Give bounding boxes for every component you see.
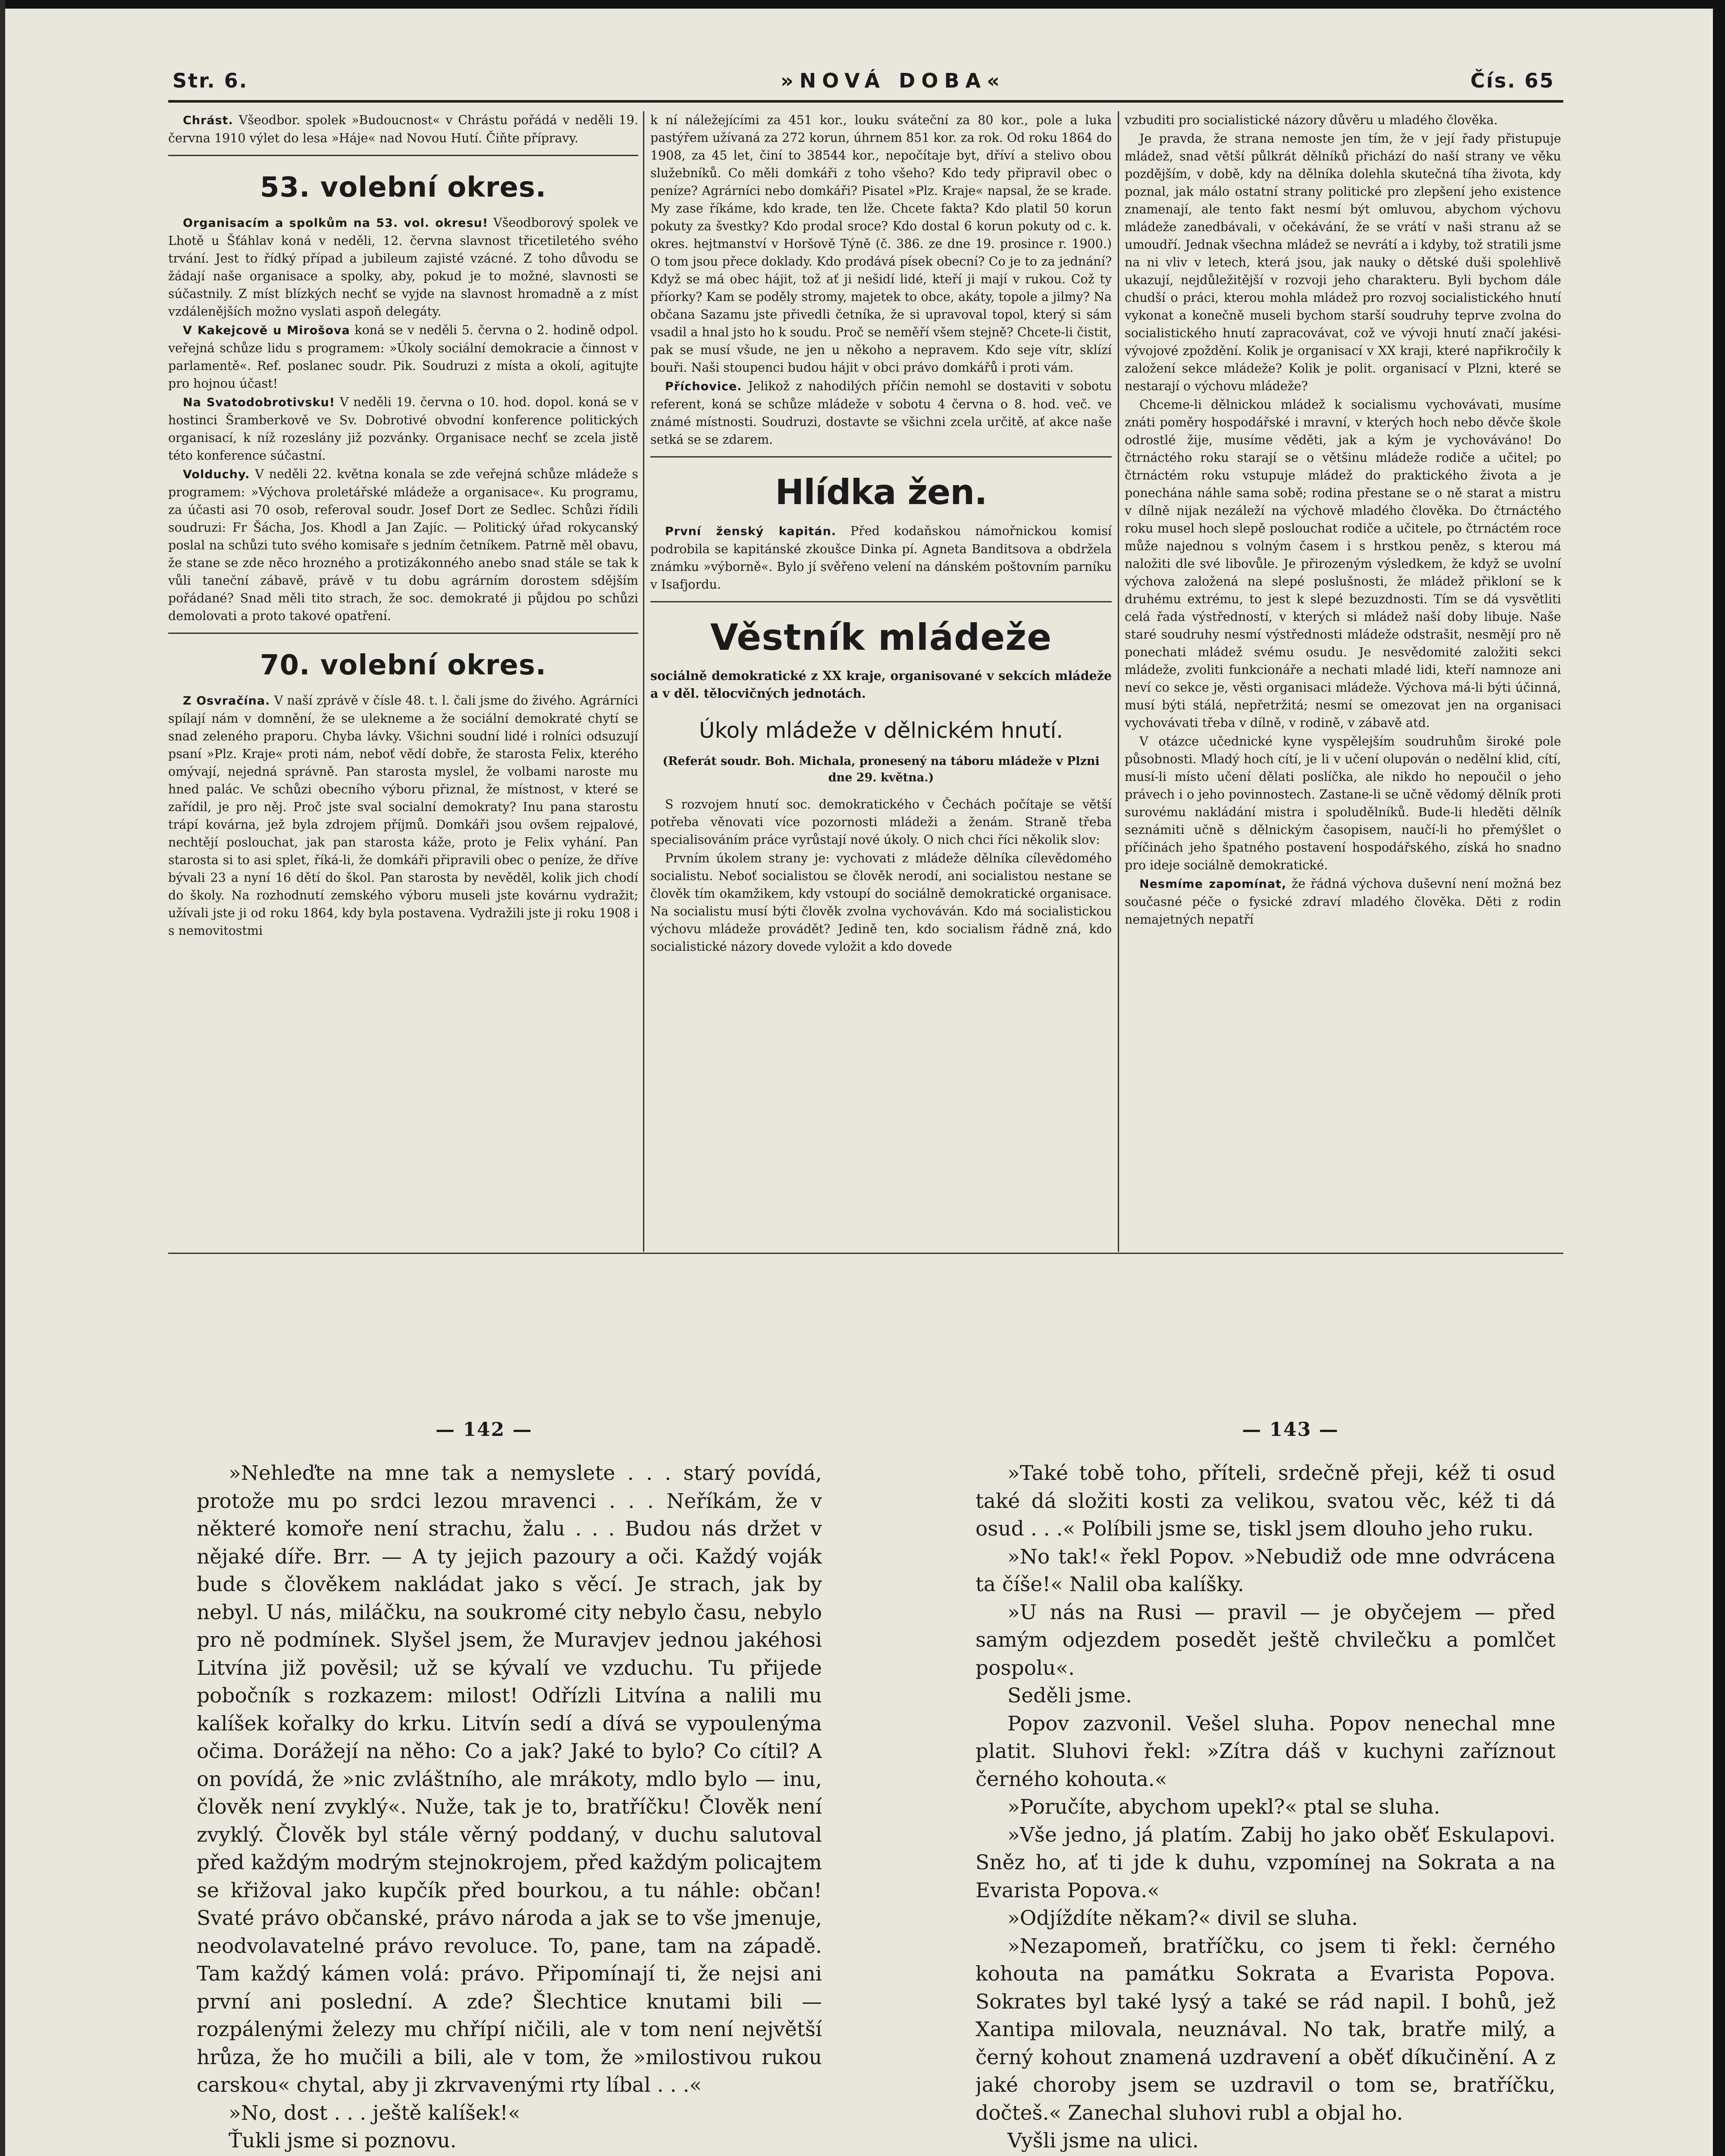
- story-paragraph: Ťukli jsme si poznovu.: [229, 2129, 457, 2153]
- article-lead: Příchovice.: [665, 380, 742, 393]
- article-byline: (Referát soudr. Boh. Michala, pronesený na táboru mládeže v Plzni dne 29. května.): [662, 755, 1100, 784]
- header-issue-number: Čís. 65: [1470, 69, 1555, 92]
- running-header: [168, 65, 1563, 99]
- article-text: že řádná výchova duševní není možná bez současné péče o fysické zdraví mladého člověka. Děti z rodin nemajetných nepatří: [1125, 877, 1561, 927]
- article-text: V naší zprávě v čísle 48. t. l. čali jsme do živého. Agrárníci spílají nám v domnění, že se ulekneme a že sociální demokraté chytí se snad zeleného praporu. Chyba lávky. Všichni soudní lidé i rolníci odsuzují psaní »Plz. Kraje« proti nám, neboť vědí dobře, že starosta Felix, kterého omývají, nejedná správně. Pan starosta myslel, že volbami naroste mu hned palác. Ve schůzi obecního výboru přiznal, že místnost, v které se zařídil, je pro něj. Proč jste sval socialní demokraty? Inu pana starostu trápí kovárna, jež byla zdrojem příjmů. Domkáři jsou ovšem rejpalové, nechtějí poslouchat, jak pan starosta káže, proto je Felix vyhání. Pan starosta si to asi splet, říká-li, že domkáři připravili obec o peníze, že dříve bývali 23 a nyní 16 dětí do škol. Pan starosta by nevěděl, kolik jich chodí do školy. Na rozhodnutí zemského výboru museli jste kovárnu vydražit; užívali jste ji od roku 1864, kdy byla postavena. Vydražili jste ji roku 1908 i s nemovitostmi: [168, 693, 638, 938]
- page-number-right: — 143 —: [1242, 1419, 1339, 1441]
- column-divider: [1118, 111, 1119, 1252]
- section-heading-women: Hlídka žen.: [775, 472, 987, 512]
- article-lead: Chrást.: [183, 114, 233, 127]
- article-text: Je pravda, že strana nemoste jen tím, že v její řady přistupuje mládež, snad větší půlkrát dělníků přichází do naší strany ve věku pozdějším, v době, kdy na dělníka dolehla skutečná tíha života, kdy poznal, jak málo ostatní strany politické pro zlepšení jeho existence znamenají, ale tento fakt nesmí být omluvou, abychom výchovu mládeže zanedbávali, v očekávání, že se vrátí v naši stranu až se umoudří. Jednak všechna mládež se nevrátí a i kdyby, tož stratili jsme na ni vliv v letech, která jsou, jak nauky o dětské duši spolehlivě ukazují, nejdůležitější v rozvoji jeho charakteru. Byli bychom dále chudší o práci, kterou mohla mládež pro rozvoj socialistického hnutí vykonat a konečně museli bychom starší soudruhy teprve zvolna do socialistického hnutí zapracovávat, což ve vývoji hnutí značí jakési-vývojové zpoždění. Kolik je organisací v XX kraji, které napřikročily k založení sekce mládeže? Kolik je polit. organisací v Plzni, které se nestarají o výchovu mládeže?: [1125, 132, 1561, 393]
- scan-edge-right: [1713, 0, 1725, 2156]
- article-text: V neděli 19. června o 10. hod. dopol. koná se v hostinci Šramberkově ve Sv. Dobrotivé obvodní konference politických organisací, k níž rozeslány již pozvánky. Organisace nechť se zcela jistě této konference súčastní.: [168, 395, 638, 463]
- story-paragraph: »Nehleďte na mne tak a nemyslete . . . starý povídá, protože mu po srdci lezou mravenci . . . Neříkám, že v některé komoře není strachu, žalu . . . Budou nás držet v nějaké díře. Brr. — A ty jejich pazoury a oči. Každý voják bude s člověkem nakládat jako s věcí. Je strach, jak by nebyl. U nás, miláčku, na soukromé city nebylo času, nebylo pro ně podmínek. Slyšel jsem, že Muravjev jednou jakéhosi Litvína již pověsil; už se kývalí ve vzduchu. Tu přijede pobočník s rozkazem: milost! Odřízli Litvína a nalili mu kalíšek kořalky do krku. Litvín sedí a dívá se vypoulenýma očima. Dorážejí na něho: Co a jak? Jaké to bylo? Co cítil? A on povídá, že »nic zvláštního, ale mrákoty, mdlo bylo — inu, člověk není zvyklý«. Nuže, tak je to, bratříčku! Člověk není zvyklý. Člověk byl stále věrný poddaný, v duchu salutoval před každým modrým stejnokrojem, před každým policajtem se křižoval jako kupčík před bourkou, a tu náhle: občan! Svaté právo občanské, právo národa a jak se to vše jmenuje, neodvolavatelné právo revoluce. To, pane, tam na západě. Tam každý kámen volá: právo. Připomínají ti, že nejsi ani první ani poslední. A zde? Šlechtice knutami bili — rozpálenými železy mu chřípí ničili, ale v tom není největší hrůza, že ho mučili a bili, ale v tom, že »milostivou rukou carskou« chytal, aby ji zkrvavenými rty líbal . . .«: [197, 1461, 822, 2097]
- article-lead: První ženský kapitán.: [665, 525, 837, 538]
- header-masthead: »NOVÁ DOBA«: [781, 69, 1006, 92]
- story-paragraph: »Nezapomeň, bratříčku, co jsem ti řekl: černého kohouta na památku Sokrata a Evarista Popova. Sokrates byl také lysý a také se rád napil. I bohů, jež Xantipa milovala, neuznával. No tak, bratře milý, a černý kohout znamená uzdravení a oběť díkučinění. A z jaké choroby jsem se uzdravil o tom se, bratříčku, dočteš.« Zanechal sluhovi rubl a objal ho.: [975, 1934, 1556, 2125]
- article-text: k ní náležejícími za 451 kor., louku sváteční za 80 kor., pole a luka pastýřem užívaná za 272 korun, úhrnem 851 kor. za rok. Od roku 1864 do 1908, za 45 let, činí to 38544 kor., nepočítaje byt, dříví a stelivo obou služebníků. Co měli domkáři z toho všeho? Kdo tedy připravil obec o peníze? Agrárníci nebo domkáři? Pisatel »Plz. Kraje« napsal, že se krade. My zase říkáme, kdo krade, ten lže. Chcete fakta? Kdo platil 50 korun pokuty za švestky? Kdo prodal sroce? Kdo dostal 6 korun pokuty od c. k. okres. hejtmanství v Horšově Týně (č. 386. ze dne 19. prosince r. 1900.) O tom jsou přece doklady. Kdo prodává písek obecní? Co je to za jednání? Když se má obec hájit, tož ať ji nešidí lidé, kteří ji mají v rukou. Což ty příorky? Kam se poděly stromy, majetek to obce, akáty, topole a jilmy? Na občana Sazamu jste přivedli četníka, že si upravoval topol, který si sám vsadil a hnal jsto ho k soudu. Proč se neměří všem stejně? Chcete-li čistit, pak se musí všude, ne jen u někoho a nepravem. Kdo seje vítr, sklízí bouři. Naši stoupenci budou hájit v obci právo domkářů i proti vám.: [650, 113, 1112, 375]
- story-paragraph: Vyšli jsme na ulici.: [1007, 2129, 1199, 2153]
- column-left: [168, 111, 638, 1250]
- section-rule: [168, 155, 638, 156]
- article-text: S rozvojem hnutí soc. demokratického v Čechách počítaje se větší potřeba věnovati více pozornosti mládeži a ženám. Straně třeba specialisováním práce vyrůstají nové úkoly. O nich chci říci několik slov:: [650, 797, 1112, 847]
- article-lead: Volduchy.: [183, 468, 250, 481]
- section-heading-53: 53. volební okres.: [260, 172, 547, 204]
- article-lead: Organisacím a spolkům na 53. vol. okresu!: [183, 216, 489, 230]
- article-text: Jelikož z nahodilých příčin nemohl se dostaviti v sobotu referent, koná se schůze mládeže v sobotu 4 června o 8. hod. več. ve známé místnosti. Soudruzi, dostavte se všichni zcela určitě, ať akce naše setká se se zdarem.: [650, 379, 1112, 447]
- article-lead: Nesmíme zapomínat,: [1139, 877, 1287, 891]
- scan-edge-left: [0, 0, 5, 2156]
- article-text: Prvním úkolem strany je: vychovati z mládeže dělníka cílevědomého socialistu. Neboť socialistou se člověk nerodí, ani socialistou nestane se člověk tím okamžikem, kdy vstoupí do sociálně demokratické organisace. Na socialistu musí býti člověk zvolna vychováván. Kdo má socialistickou výchovu mládeže provádět? Jedině ten, kdo socialism řádně zná, kdo socialistické názory dovede vyložit a kdo dovede: [650, 851, 1112, 954]
- column-middle: [650, 111, 1112, 1250]
- section-rule: [168, 633, 638, 634]
- article-lead: V Kakejcově u Mirošova: [183, 324, 350, 337]
- article-lead: Na Svatodobrotivsku!: [183, 396, 336, 409]
- section-rule: [650, 601, 1112, 602]
- story-paragraph: »Také tobě toho, příteli, srdečně přeji, kéž ti osud také dá složiti kosti za velikou, svatou věc, kéž ti dá osud . . .« Políbili jsme se, tiskl jsem dlouho jeho ruku.: [975, 1461, 1556, 1541]
- header-page-label: Str. 6.: [172, 69, 248, 92]
- story-paragraph: »Odjíždíte někam?« divil se sluha.: [1007, 1906, 1358, 1930]
- section-heading-70: 70. volební okres.: [260, 649, 547, 681]
- story-paragraph: »Vše jedno, já platím. Zabij ho jako oběť Eskulapovi. Sněz ho, ať ti jde k duhu, vzpomínej na Sokrata a na Evarista Popova.«: [975, 1823, 1556, 1902]
- story-left-column: [197, 1460, 822, 2156]
- youth-subtitle: sociálně demokratické z XX kraje, organisované v sekcích mládeže a v děl. tělocvičných jednotách.: [650, 668, 1112, 701]
- header-rule: [168, 100, 1563, 103]
- story-paragraph: »U nás na Rusi — pravil — je obyčejem — před samým odjezdem posedět ještě chvilečku a pomlčet pospolu«.: [975, 1600, 1556, 1680]
- section-rule: [650, 456, 1112, 458]
- story-right-column: [975, 1460, 1556, 2156]
- article-text: V otázce učednické kyne vyspělejším soudruhům široké pole působnosti. Mladý hoch cítí, je li v učení olupován o nedělní klid, cítí, musí-li místo učení dělati poslíčka, ale nikdo ho nepoučil o jeho právech i o jeho povinnostech. Zastane-li se učně vědomý dělník proti surovému nakládání mistra i spoludělníků. Bude-li hleděti dělník seznámiti učně s dělnickým časopisem, naučí-li ho přemýšlet o příčinách jeho špatného postavení hospodářského, získá ho snadno pro ideje sociálně demokratické.: [1125, 734, 1561, 872]
- article-text: Všeodborový spolek ve Lhotě u Šťáhlav koná v neděli, 12. června slavnost třicetiletého svého trvání. Jest to řídký případ a jubileum zajisté vzácné. Z toho důvodu se žádají naše organisace a spolky, aby, pokud je to možné, slavnosti se súčastnily. Z míst blízkých nechť se vyjde na slavnost hromadně a z míst vzdálenějších možno vyslati aspoň delegáty.: [168, 216, 638, 319]
- article-text: koná se v neděli 5. června o 2. hodině odpol. veřejná schůze lidu s programem: »Úkoly sociální demokracie a činnost v parlamentě«. Ref. poslanec soudr. Pik. Soudruzi z místa a okolí, agitujte pro hojnou účast!: [168, 323, 638, 391]
- story-paragraph: »Poručíte, abychom upekl?« ptal se sluha.: [1007, 1795, 1440, 1819]
- article-text: V neděli 22. května konala se zde veřejná schůze mládeže s programem: »Výchova proletářské mládeže a organisace«. Ku programu, za účasti asi 70 osob, referoval soudr. Josef Dort ze Sedlec. Schůzi řídili soudruzi: Fr Šácha, Jos. Khodl a Jan Zajíc. — Politický úřad rokycanský poslal na schůzi tuto svého komisaře s jedním četníkem. Patrně měl obavu, že stane se zde něco hrozného a protizákonného anebo snad stále se tak k vůli taneční zábavě, právě v tu dobu agrárním dorostem sdějším pořádané? Snad měli tito strach, že soc. demokraté ji půjdou po schůzi demolovati a proto takové opatření.: [168, 467, 638, 623]
- article-text: Chceme-li dělnickou mládež k socialismu vychovávati, musíme znáti poměry hospodářské i mravní, v kterých hoch nebo děvče škole odrostlé žije, musíme věděti, jak a kým je vychováváno! Do čtrnáctého roku starají se o většinu mládeže rodiče a učitel; po čtrnáctém roku vstupuje mládež do praktického života a je ponechána náhle sama sobě; rodina přestane se o ně starat a mistru v dílně nijak nezáleží na výchově mladého člověka. Do čtrnáctého roku musel hoch slepě poslouchat rodiče a učitele, po čtrnáctém roce může najednou s volným časem i s hrstkou peněz, s kterou má naložiti dle své libovůle. Je přirozeným výsledkem, že když se uvolní výchova založená na slepé poslušnosti, že mládež přikloní se k druhému extrému, to jest k slepé bezuzdnosti. Tím se dá vysvětliti celá řada výstředností, v kterých si mládež naší doby libuje. Naše staré soudruhy nesmí výstřednosti mládeže odstrašit, nesmějí pro ně ponechati mládež svému osudu. Je nesvědomité založiti sekci mládeže, zvoliti funkcionáře a nechati mladé lidi, kteří namnoze ani neví co sekce je, věsti organisaci mládeže. Výchova má-li býti účinná, musí býti stálá, nepřetržitá; nesmí se omezovat jen na organisaci vychovávati třeba v dílně, v rodině, v zábavě atd.: [1125, 398, 1561, 730]
- page-number-left: — 142 —: [436, 1419, 533, 1441]
- article-text: Všeodbor. spolek »Budoucnost« v Chrástu pořádá v neděli 19. června 1910 výlet do lesa »Háje« nad Novou Hutí. Čiňte přípravy.: [168, 113, 638, 145]
- article-text: vzbuditi pro socialistické názory důvěru u mladého člověka.: [1125, 113, 1498, 127]
- article-lead: Z Osvračína.: [183, 694, 270, 708]
- section-heading-youth: Věstník mládeže: [710, 616, 1052, 658]
- bottom-rule: [168, 1253, 1563, 1254]
- story-paragraph: »No tak!« řekl Popov. »Nebudiž ode mne odvrácena ta číše!« Nalil oba kalíšky.: [975, 1545, 1556, 1596]
- story-paragraph: Popov zazvonil. Vešel sluha. Popov nenechal mne platit. Sluhovi řekl: »Zítra dáš v kuchyni zaříznout černého kohouta.«: [975, 1711, 1556, 1791]
- article-text: Před kodaňskou námořnickou komisí podrobila se kapitánské zkoušce Dinka pí. Agneta Banditsova a obdržela známku »výborně«. Bylo jí svěřeno velení na dánském poštovním parníku v Isafjordu.: [650, 524, 1112, 592]
- column-right: [1125, 111, 1561, 1250]
- column-divider: [643, 111, 644, 1252]
- scan-edge-top: [0, 0, 1725, 9]
- article-title: Úkoly mládeže v dělnickém hnutí.: [699, 718, 1063, 743]
- story-paragraph: »No, dost . . . ještě kalíšek!«: [229, 2101, 521, 2125]
- story-paragraph: Seděli jsme.: [1007, 1684, 1132, 1708]
